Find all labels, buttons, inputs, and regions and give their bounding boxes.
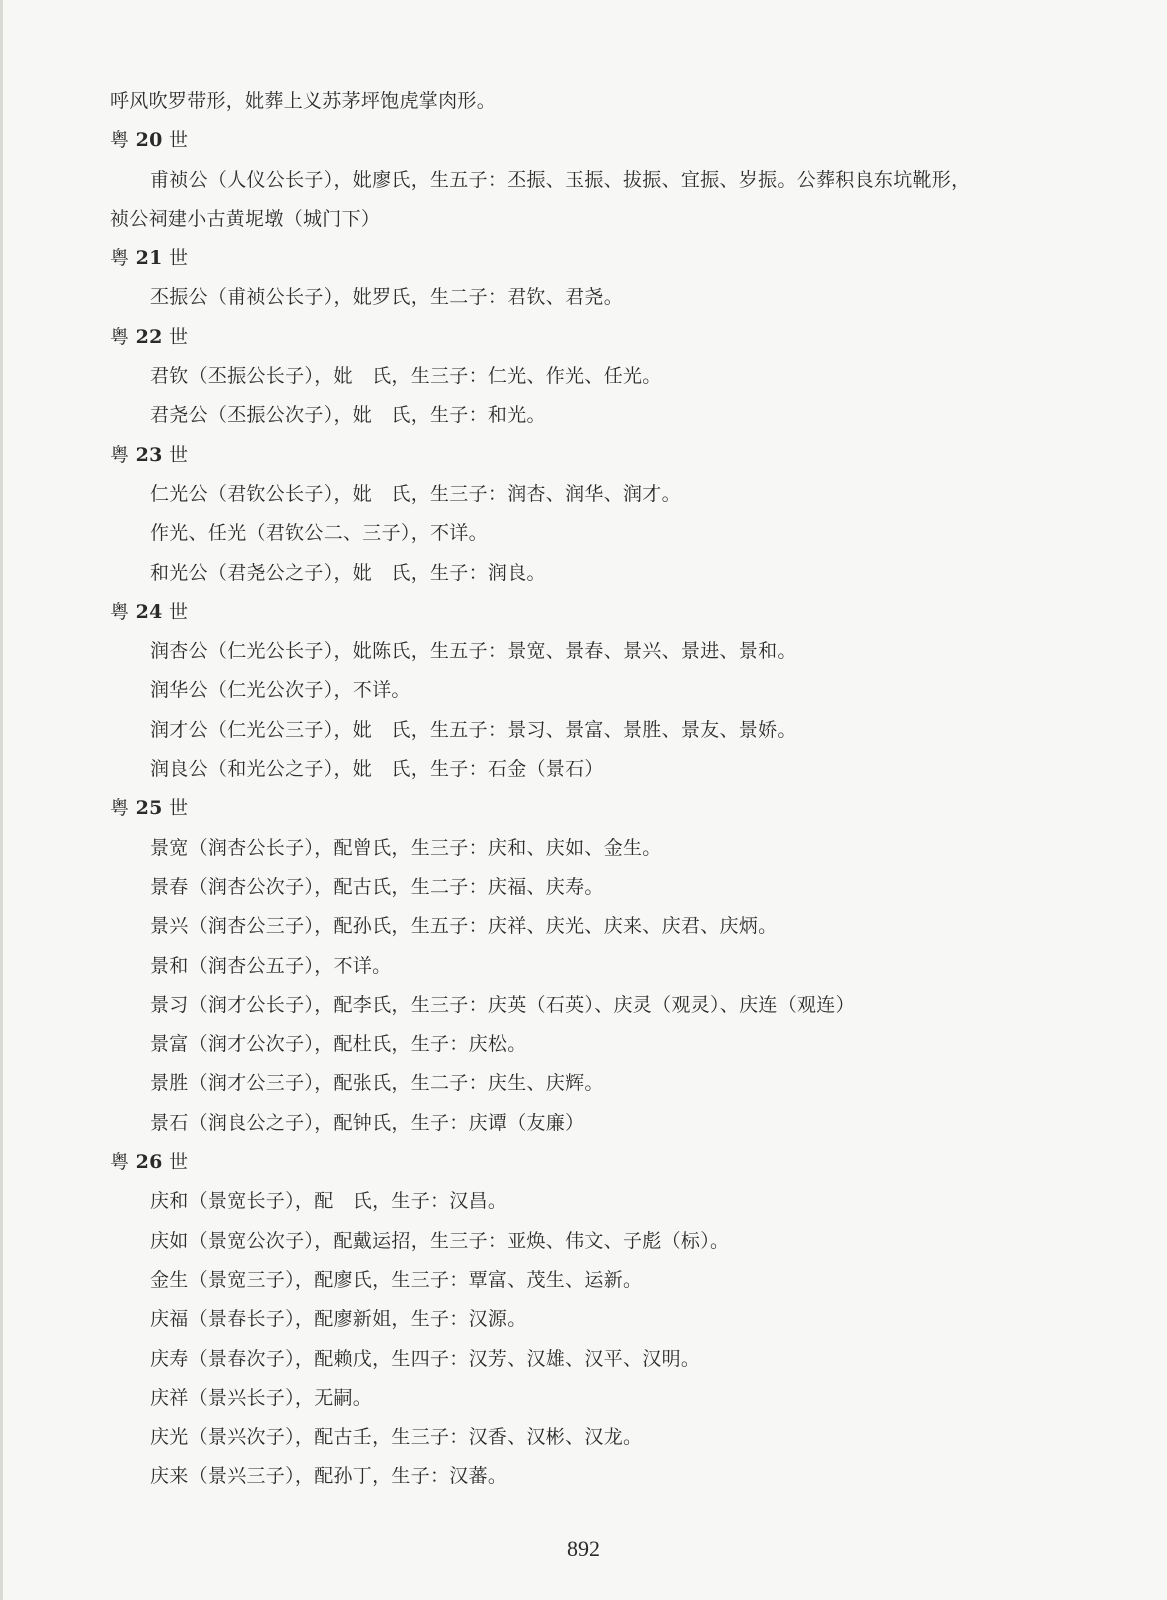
generation-prefix: 粤	[110, 129, 130, 152]
genealogy-entry: 甫祯公（人仪公长子），妣廖氏，生五子：丕振、玉振、拔振、宜振、岁振。公葬积良东坑靴形，	[150, 168, 971, 191]
generation-number: 25	[135, 797, 163, 820]
generation-suffix: 世	[169, 443, 189, 466]
genealogy-entry: 庆来（景兴三子），配孙丁，生子：汉蕃。	[150, 1465, 508, 1488]
generation-prefix: 粤	[110, 325, 130, 348]
generation-heading	[110, 1143, 1050, 1182]
page-body	[110, 82, 1050, 1497]
generation-prefix: 粤	[110, 600, 130, 623]
genealogy-entry: 庆祥（景兴长子），无嗣。	[150, 1386, 373, 1409]
scan-edge	[0, 0, 3, 1600]
generation-suffix: 世	[169, 1151, 189, 1174]
genealogy-entry: 润华公（仁光公次子），不详。	[150, 679, 411, 702]
generation-number: 24	[135, 600, 163, 623]
generation-number: 26	[135, 1151, 163, 1174]
generation-prefix: 粤	[110, 797, 130, 820]
generation-heading	[110, 789, 1050, 828]
genealogy-entry: 景和（润杏公五子），不详。	[150, 954, 392, 977]
generation-heading	[110, 239, 1050, 278]
generation-heading	[110, 593, 1050, 632]
continuation-line: 呼风吹罗带形，妣葬上义苏茅坪饱虎掌肉形。	[110, 90, 497, 112]
generation-suffix: 世	[169, 600, 189, 623]
genealogy-entry: 景石（润良公之子），配钟氏，生子：庆谭（友廉）	[150, 1111, 585, 1134]
genealogy-entry: 作光、任光（君钦公二、三子），不详。	[150, 522, 488, 545]
generation-suffix: 世	[169, 247, 189, 270]
genealogy-entry: 景习（润才公长子），配李氏，生三子：庆英（石英）、庆灵（观灵）、庆连（观连）	[150, 993, 855, 1016]
generation-number: 22	[135, 325, 163, 348]
genealogy-entry: 润杏公（仁光公长子），妣陈氏，生五子：景宽、景春、景兴、景进、景和。	[150, 640, 797, 663]
genealogy-entry: 景春（润杏公次子），配古氏，生二子：庆福、庆寿。	[150, 875, 604, 898]
genealogy-entry: 丕振公（甫祯公长子），妣罗氏，生二子：君钦、君尧。	[150, 286, 624, 309]
generation-heading	[110, 318, 1050, 357]
generation-heading	[110, 121, 1050, 160]
generation-prefix: 粤	[110, 443, 130, 466]
genealogy-entry: 庆如（景宽公次子），配戴运招，生三子：亚焕、伟文、子彪（标）。	[150, 1229, 730, 1252]
generation-heading	[110, 436, 1050, 475]
genealogy-entry: 庆寿（景春次子），配赖戊，生四子：汉芳、汉雄、汉平、汉明。	[150, 1347, 701, 1370]
genealogy-entry: 润良公（和光公之子），妣 氏，生子：石金（景石）	[150, 758, 604, 781]
genealogy-entry: 景富（润才公次子），配杜氏，生子：庆松。	[150, 1033, 527, 1056]
genealogy-entry: 和光公（君尧公之子），妣 氏，生子：润良。	[150, 561, 546, 584]
generation-number: 20	[135, 129, 163, 152]
genealogy-entry: 庆福（景春长子），配廖新姐，生子：汉源。	[150, 1308, 527, 1331]
generation-suffix: 世	[169, 325, 189, 348]
genealogy-entry: 庆光（景兴次子），配古壬，生三子：汉香、汉彬、汉龙。	[150, 1426, 643, 1449]
page-number: 892	[567, 1536, 600, 1561]
generation-number: 21	[135, 247, 163, 270]
generation-number: 23	[135, 443, 163, 466]
genealogy-entry: 君尧公（丕振公次子），妣 氏，生子：和光。	[150, 404, 546, 427]
continuation-line: 祯公祠建小古黄坭墩（城门下）	[110, 207, 381, 230]
generation-prefix: 粤	[110, 1151, 130, 1174]
generation-suffix: 世	[169, 129, 189, 152]
genealogy-entry: 景宽（润杏公长子），配曾氏，生三子：庆和、庆如、金生。	[150, 836, 662, 859]
genealogy-entry: 景胜（润才公三子），配张氏，生二子：庆生、庆辉。	[150, 1072, 604, 1095]
genealogy-entry: 景兴（润杏公三子），配孙氏，生五子：庆祥、庆光、庆来、庆君、庆炳。	[150, 915, 778, 938]
genealogy-entry: 仁光公（君钦公长子），妣 氏，生三子：润杏、润华、润才。	[150, 482, 681, 505]
generation-prefix: 粤	[110, 247, 130, 270]
genealogy-entry: 金生（景宽三子），配廖氏，生三子：覃富、茂生、运新。	[150, 1268, 643, 1291]
genealogy-entry: 庆和（景宽长子），配 氏，生子：汉昌。	[150, 1190, 508, 1213]
genealogy-entry: 君钦（丕振公长子），妣 氏，生三子：仁光、作光、任光。	[150, 365, 662, 388]
genealogy-entry: 润才公（仁光公三子），妣 氏，生五子：景习、景富、景胜、景友、景娇。	[150, 718, 797, 741]
generation-suffix: 世	[169, 797, 189, 820]
